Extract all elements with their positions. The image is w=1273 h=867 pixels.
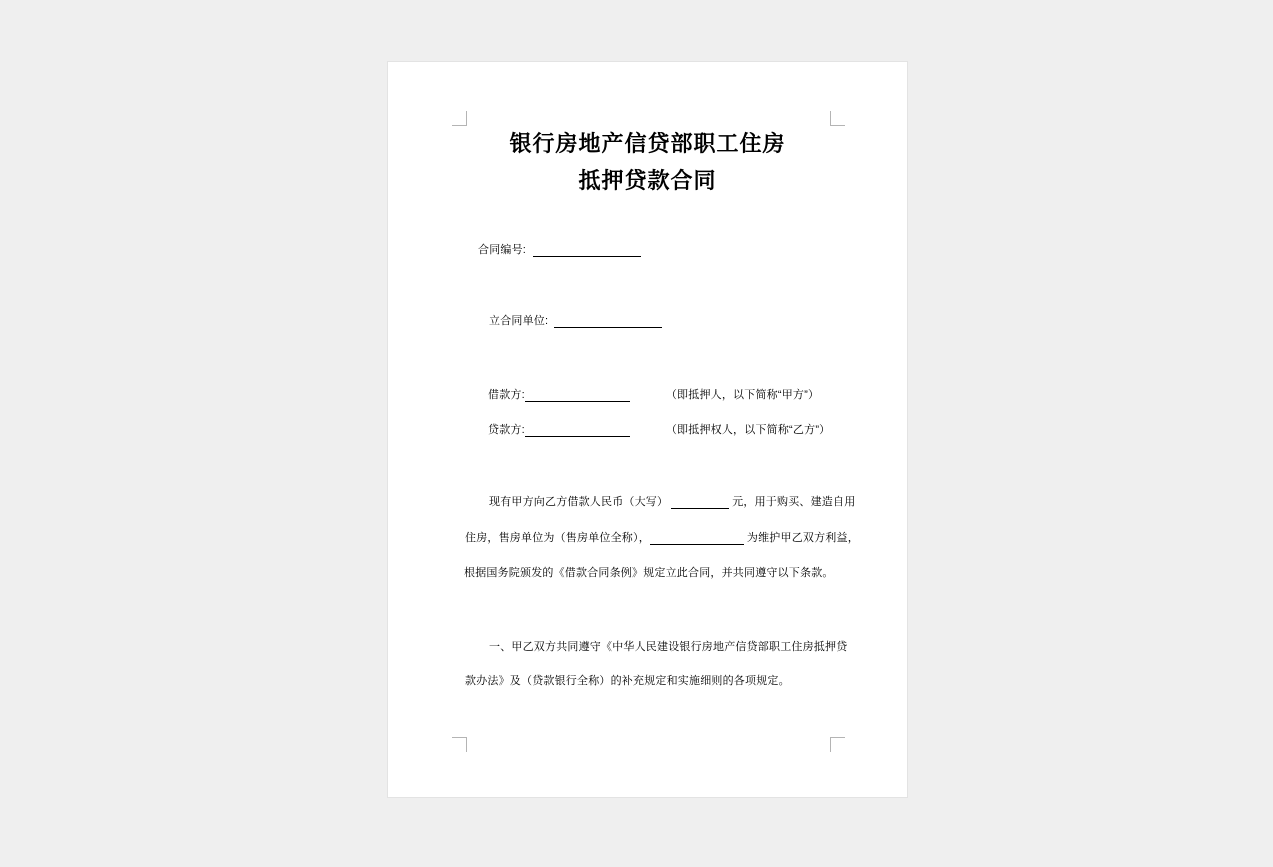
- paragraph1-line1: [489, 494, 855, 510]
- paragraph1-line1-text-b: 元，用于购买、建造自用: [732, 496, 856, 508]
- contract-number-label: 合同编号:: [478, 244, 527, 256]
- borrower-blank[interactable]: [525, 389, 630, 402]
- lender-note: （即抵押权人，以下简称“乙方”）: [665, 424, 831, 436]
- paragraph2-line1: 一、甲乙双方共同遵守《中华人民建设银行房地产信贷部职工住房抵押贷: [489, 641, 848, 653]
- contract-number-line: [478, 242, 641, 258]
- paragraph1-line3: 根据国务院颁发的《借款合同条例》规定立此合同，并共同遵守以下条款。: [464, 567, 834, 579]
- loan-amount-blank[interactable]: [671, 496, 729, 509]
- lender-blank[interactable]: [525, 424, 630, 437]
- lender-line: [488, 422, 830, 438]
- margin-mark-bottom-left: [452, 737, 467, 752]
- borrower-line: [488, 387, 819, 403]
- borrower-label: 借款方:: [488, 389, 525, 401]
- margin-mark-top-left: [452, 111, 467, 126]
- paragraph1-line2-text-a: 住房，售房单位为（售房单位全称），: [465, 532, 650, 544]
- contracting-unit-label: 立合同单位:: [489, 315, 549, 327]
- margin-mark-top-right: [830, 111, 845, 126]
- paragraph1-line1-text-a: 现有甲方向乙方借款人民币（大写）: [489, 496, 669, 508]
- document-page[interactable]: [387, 61, 908, 798]
- seller-unit-blank[interactable]: [650, 532, 744, 545]
- borrower-note: （即抵押人，以下简称“甲方”）: [665, 389, 820, 401]
- document-title-line2: 抵押贷款合同: [578, 168, 717, 193]
- document-title-line1: 银行房地产信贷部职工住房: [509, 131, 786, 156]
- paragraph1-line2: [465, 530, 859, 546]
- paragraph1-line2-text-b: 为维护甲乙双方利益，: [746, 532, 859, 544]
- margin-mark-bottom-right: [830, 737, 845, 752]
- contract-number-blank[interactable]: [533, 244, 641, 257]
- contracting-unit-line: [489, 313, 662, 329]
- lender-label: 贷款方:: [488, 424, 525, 436]
- paragraph2-line2: 款办法》及（贷款银行全称）的补充规定和实施细则的各项规定。: [465, 675, 790, 687]
- contracting-unit-blank[interactable]: [554, 315, 662, 328]
